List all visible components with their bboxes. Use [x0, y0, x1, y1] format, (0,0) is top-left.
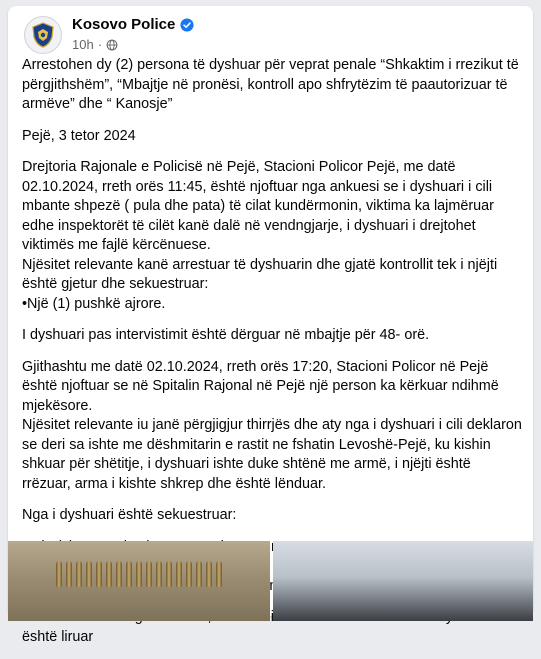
cartridge-mark: [146, 561, 152, 587]
cartridge-mark: [186, 561, 192, 587]
cartridge-mark: [106, 561, 112, 587]
cartridge-mark: [156, 561, 162, 587]
cartridge-mark: [206, 561, 212, 587]
post-photo-ammunition[interactable]: [8, 541, 270, 621]
page-avatar[interactable]: [24, 16, 62, 54]
cartridge-mark: [166, 561, 172, 587]
cartridge-mark: [136, 561, 142, 587]
cartridge-mark: [96, 561, 102, 587]
post-paragraph-case-two: Gjithashtu me datë 02.10.2024, rreth orës 17:20, Stacioni Policor në Pejë është njoftuar se në Spitalin Rajonal në Pejë një person ka kërkuar ndihmë mjekësore. Njësitet relevante iu janë përgjigjur thirrjës dhe aty nga i dyshuari i cili deklaron se deri sa ishte me dëshmitarin e rastit ne fshatin Levoshë-Pejë, ku kishin shkuar për shëtitje, i dyshuari ishte duke shtënë me armë, i njëjti është rrëzuar, arma i kishte shkrep dhe është lënduar.: [22, 358, 522, 492]
cartridge-mark: [126, 561, 132, 587]
post-card: [8, 6, 533, 645]
post-photo-weapon[interactable]: [273, 541, 533, 621]
post-photos: [8, 541, 533, 621]
meta-separator: ·: [97, 37, 103, 52]
cartridge-mark: [66, 561, 72, 587]
verified-badge-icon: [180, 18, 194, 32]
cartridge-mark: [196, 561, 202, 587]
post-paragraph-detention: I dyshuari pas intervistimit është dërguar në mbajtje për 48- orë.: [22, 327, 430, 343]
post-paragraph-headline: Arrestohen dy (2) persona të dyshuar për veprat penale “Shkaktim i rrezikut të përgjithshëm”, “Mbajtje në pronësi, kontroll apo shfrytëzim të paautorizuar të armëve” dhe “ Kanosje”: [22, 57, 519, 112]
post-paragraph-dateline: Pejë, 3 tetor 2024: [22, 127, 136, 144]
post-paragraph-case-one: Drejtoria Rajonale e Policisë në Pejë, Stacioni Policor Pejë, me datë 02.10.2024, rreth orës 11:45, është njoftuar nga ankuesi se i dyshuari i cili mbante shpezë ( pula dhe pata) të cilat kundërmonin, viktima ka lajmëruar edhe inspektorët të cilët kanë dalë në vendngjarje, i dyshuari i drejtohet viktimës me fajlë kërcënuese. Njësitet relevante kanë arrestuar të dyshuarin dhe gjatë kontrollit tek i njëjti është gjetur dhe sekuestruar: •Një (1) pushkë ajrore.: [22, 159, 498, 312]
post-timestamp[interactable]: 10h: [72, 37, 94, 52]
cartridge-mark: [86, 561, 92, 587]
police-logo-icon: [28, 20, 58, 50]
post-header: [20, 14, 520, 56]
cartridge-mark: [116, 561, 122, 587]
cartridge-mark: [56, 561, 62, 587]
post-paragraph-seized-intro: Nga i dyshuari është sekuestruar:: [22, 507, 237, 523]
page-name-link[interactable]: Kosovo Police: [72, 16, 176, 33]
post-meta: [72, 37, 118, 52]
cartridge-mark: [76, 561, 82, 587]
globe-icon[interactable]: [106, 39, 118, 51]
cartridge-mark: [176, 561, 182, 587]
post-paragraph-release: është liruar: [22, 628, 94, 645]
cartridge-mark: [216, 561, 222, 587]
